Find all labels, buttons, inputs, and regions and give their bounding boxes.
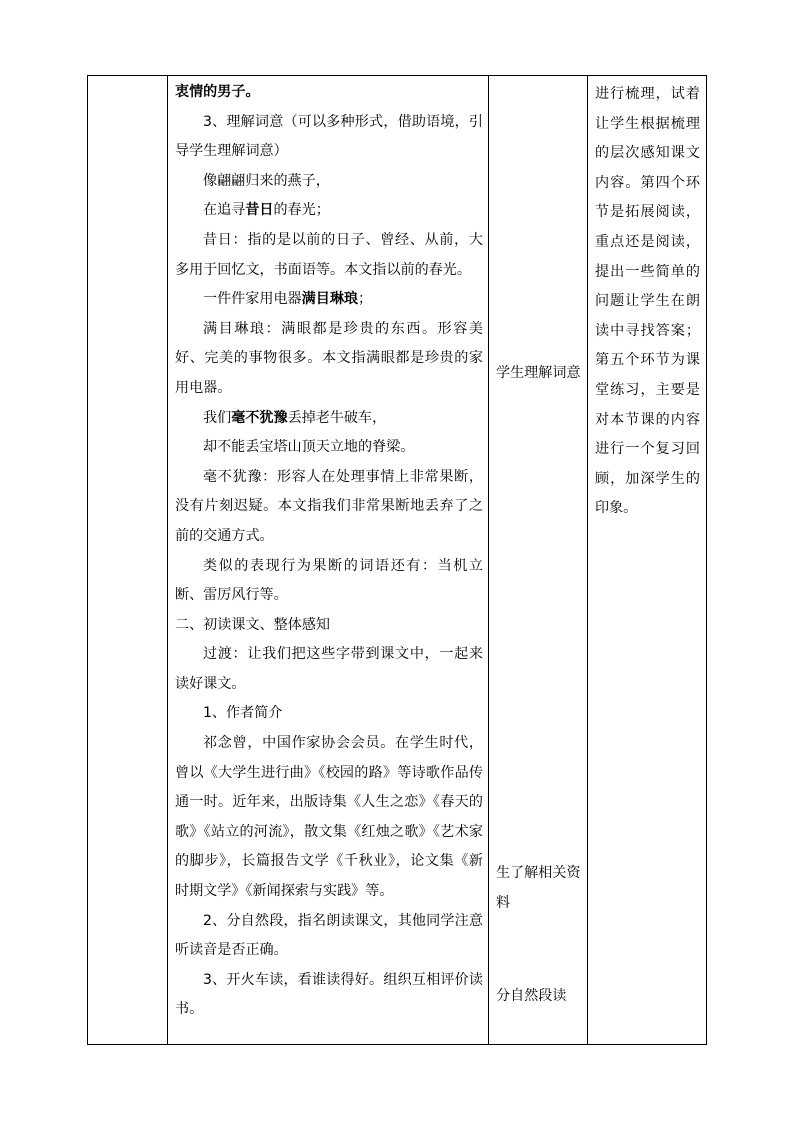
verse-line: 一件件家用电器满目琳琅；	[203, 291, 373, 308]
table-row	[88, 76, 707, 1045]
definition-paragraph: 满目琳琅：满眼都是珍贵的东西。形容美好、完美的事物很多。本文指满眼都是珍贵的家用电器。	[175, 320, 483, 396]
activity-text: 生了解相关资料	[496, 865, 581, 911]
activity-text: 分自然段读	[496, 988, 567, 1004]
teaching-process-cell	[168, 76, 489, 1045]
transition-paragraph: 过渡：让我们把这些字带到课文中，一起来读好课文。	[175, 646, 483, 692]
verse-line: 在追寻昔日的春光；	[203, 202, 330, 219]
author-heading: 1、作者简介	[203, 705, 283, 722]
design-intent-cell	[588, 76, 707, 1045]
activity-text: 学生理解词意	[496, 365, 581, 381]
text-line-bold: 衷情的男子。	[175, 84, 260, 100]
student-activity-cell	[489, 76, 588, 1045]
design-intent-text: 进行梳理，试着让学生根据梳理的层次感知课文内容。第四个环节是拓展阅读，重点还是阅读，提出一些简单的问题让学生在朗读中寻找答案；第五个环节为课堂练习，主要是对本节课的内容进行一个复习回顾，加深学生的印象。	[595, 86, 700, 517]
author-paragraph: 祁念曾，中国作家协会会员。在学生时代，曾以《大学生进行曲》《校园的路》等诗歌作品传通一时。近年来，出版诗集《人生之恋》《春天的歌》《站立的河流》，散文集《红烛之歌》《艺术家的脚步》，长篇报告文学《千秋业》，论文集《新时期文学》《新闻探索与实践》等。	[175, 735, 483, 900]
step-paragraph: 3、开火车读，看谁读得好。组织互相评价读书。	[175, 971, 483, 1018]
verse-line: 却不能丢宝塔山顶天立地的脊梁。	[203, 439, 415, 456]
understand-words-paragraph: 3、理解词意（可以多种形式，借助语境，引导学生理解词意）	[175, 113, 483, 160]
verse-line: 我们毫不犹豫丢掉老牛破车，	[203, 409, 387, 426]
verse-line: 像翩翩归来的燕子，	[203, 172, 330, 189]
similar-words-paragraph: 类似的表现行为果断的词语还有：当机立断、雷厉风行等。	[175, 557, 483, 604]
definition-paragraph: 昔日：指的是以前的日子、曾经、从前，大多用于回忆文，书面语等。本文指以前的春光。	[175, 231, 483, 278]
stage-cell	[88, 76, 168, 1045]
section-heading: 二、初读课文、整体感知	[175, 616, 331, 633]
definition-paragraph: 毫不犹豫：形容人在处理事情上非常果断，没有片刻迟疑。本文指我们非常果断地丢弃了之前的交通方式。	[175, 468, 483, 544]
step-paragraph: 2、分自然段，指名朗读课文，其他同学注意听读音是否正确。	[175, 912, 483, 959]
lesson-plan-table	[87, 75, 707, 1045]
